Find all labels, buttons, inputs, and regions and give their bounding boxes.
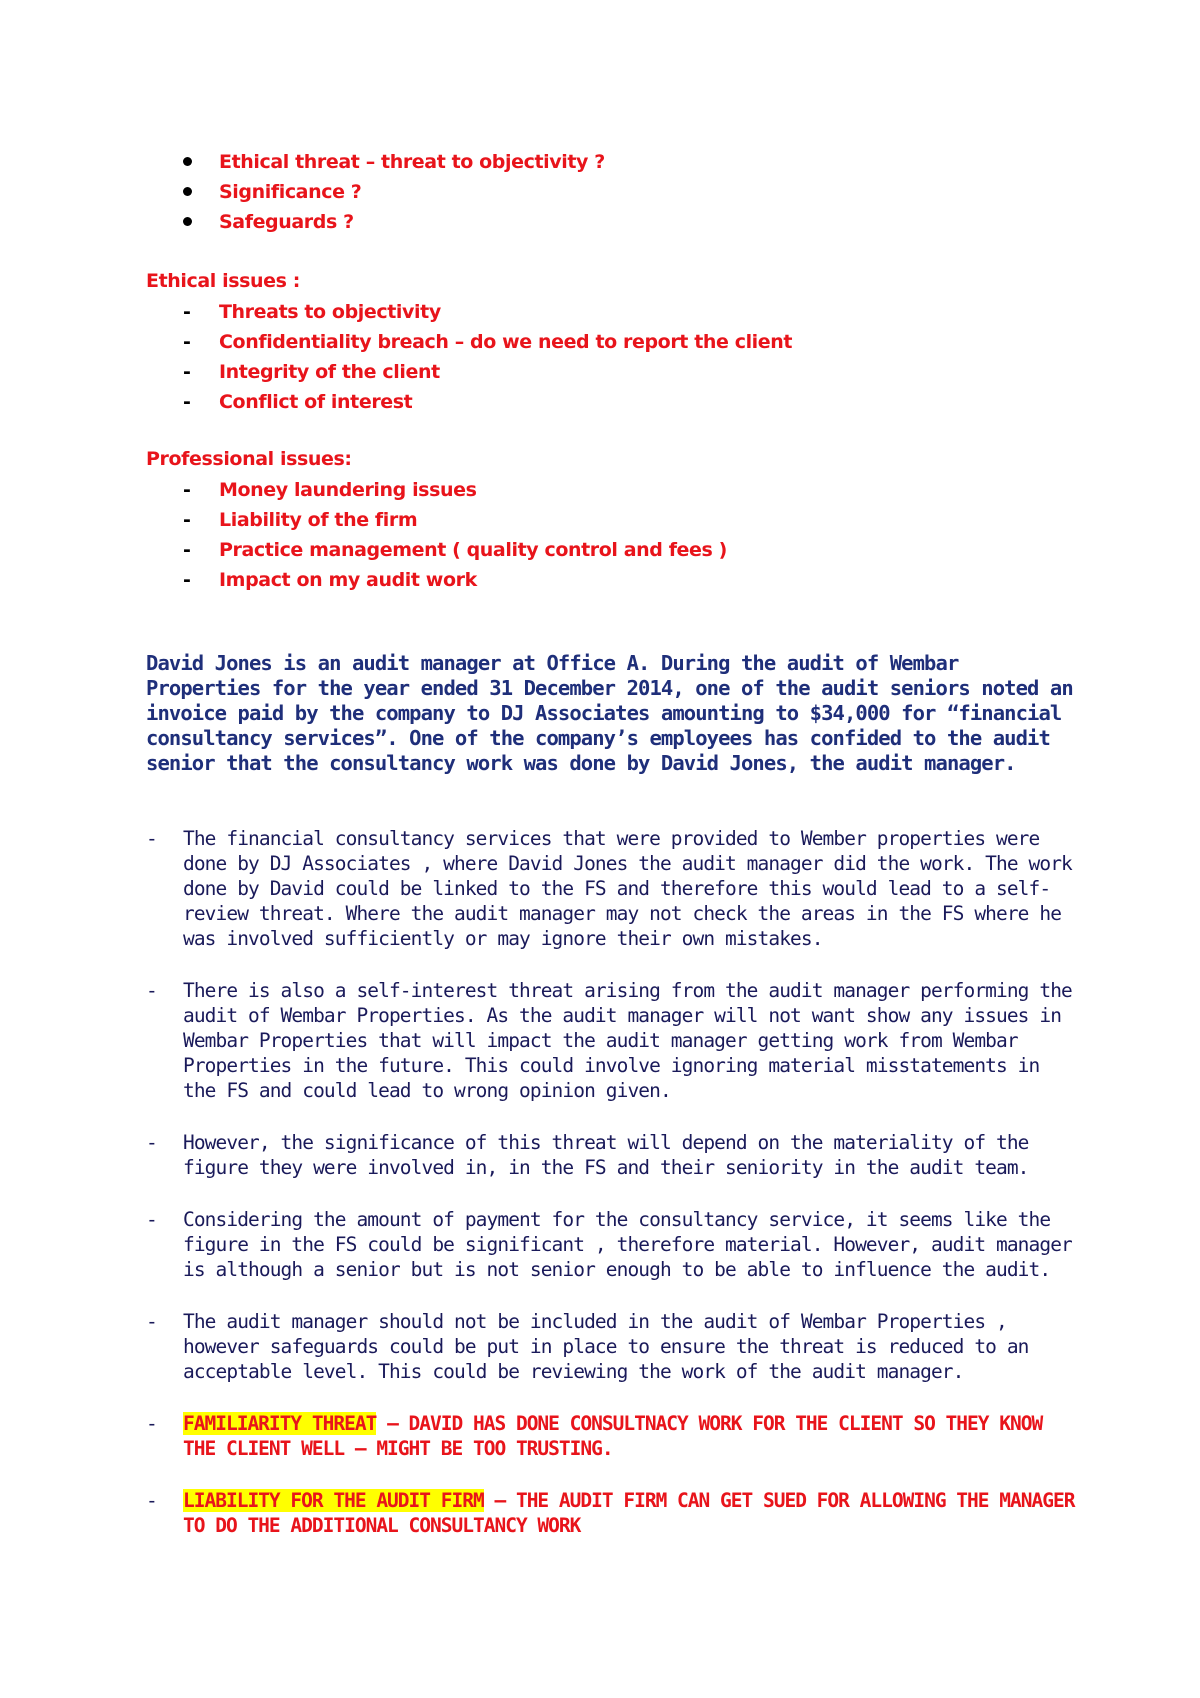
professional-issues-list [183,475,727,595]
case-intro-paragraph: David Jones is an audit manager at Office A. During the audit of Wembar Properties for the year ended 31 December 2014, one of the audit seniors noted an invoice paid by the company to DJ Associates amounting to $34,000 for “financial consultancy services”. One of the company’s employees has confided to the audit senior that the consultancy work was done by David Jones, the audit manager. [146,651,1073,775]
list-item: - Money laundering issues [183,479,477,501]
highlighted-text: LIABILITY FOR THE AUDIT FIRM [183,1489,484,1512]
list-item: - Integrity of the client [183,361,440,383]
list-item: - Threats to objectivity [183,301,441,323]
list-item: Safeguards ? [183,207,605,237]
list-item: - However, the significance of this threat will depend on the materiality of the figure they were involved in, in the FS and their seniority in the audit team. [146,1131,1029,1179]
ethical-issues-list [183,297,792,417]
list-item: - Conflict of interest [183,391,413,413]
professional-issues-heading: Professional issues: [146,448,352,470]
list-item: - Practice management ( quality control and fees ) [183,539,727,561]
list-item: - LIABILITY FOR THE AUDIT FIRM – THE AUDIT FIRM CAN GET SUED FOR ALLOWING THE MANAGER TO DO THE ADDITIONAL CONSULTANCY WORK [146,1489,1075,1537]
ethical-issues-heading: Ethical issues : [146,270,300,292]
highlighted-text: FAMILIARITY THREAT [183,1412,377,1435]
list-item: - Confidentiality breach – do we need to report the client [183,331,793,353]
list-item: Significance ? [183,177,605,207]
analysis-points-list [146,826,1076,1565]
bullet-icon [183,217,192,226]
top-bullet-list [183,147,605,237]
list-item: - The financial consultancy services that were provided to Wember properties were done by DJ Associates , where David Jones the audit manager did the work. The work done by David could be linked to the FS and therefore this would lead to a self-review threat. Where the audit manager may not check the areas in the FS where he was involved sufficiently or may ignore their own mistakes. [146,827,1072,950]
bullet-icon [183,187,192,196]
list-item: - Liability of the firm [183,509,418,531]
list-item: - FAMILIARITY THREAT – DAVID HAS DONE CONSULTNACY WORK FOR THE CLIENT SO THEY KNOW THE CLIENT WELL – MIGHT BE TOO TRUSTING. [146,1412,1043,1460]
list-item: Ethical threat – threat to objectivity ? [183,147,605,177]
list-item: - Impact on my audit work [183,569,477,591]
list-item: - Considering the amount of payment for the consultancy service, it seems like the figure in the FS could be significant , therefore material. However, audit manager is although a senior but is not senior enough to be able to influence the audit. [146,1208,1072,1281]
list-item: - The audit manager should not be included in the audit of Wembar Properties , however safeguards could be put in place to ensure the threat is reduced to an acceptable level. This could be reviewing the work of the audit manager. [146,1310,1029,1383]
bullet-icon [183,157,192,166]
list-item: - There is also a self-interest threat arising from the audit manager performing the audit of Wembar Properties. As the audit manager will not want show any issues in Wembar Properties that will impact the audit manager getting work from Wembar Properties in the future. This could involve ignoring material misstatements in the FS and could lead to wrong opinion given. [146,979,1072,1102]
